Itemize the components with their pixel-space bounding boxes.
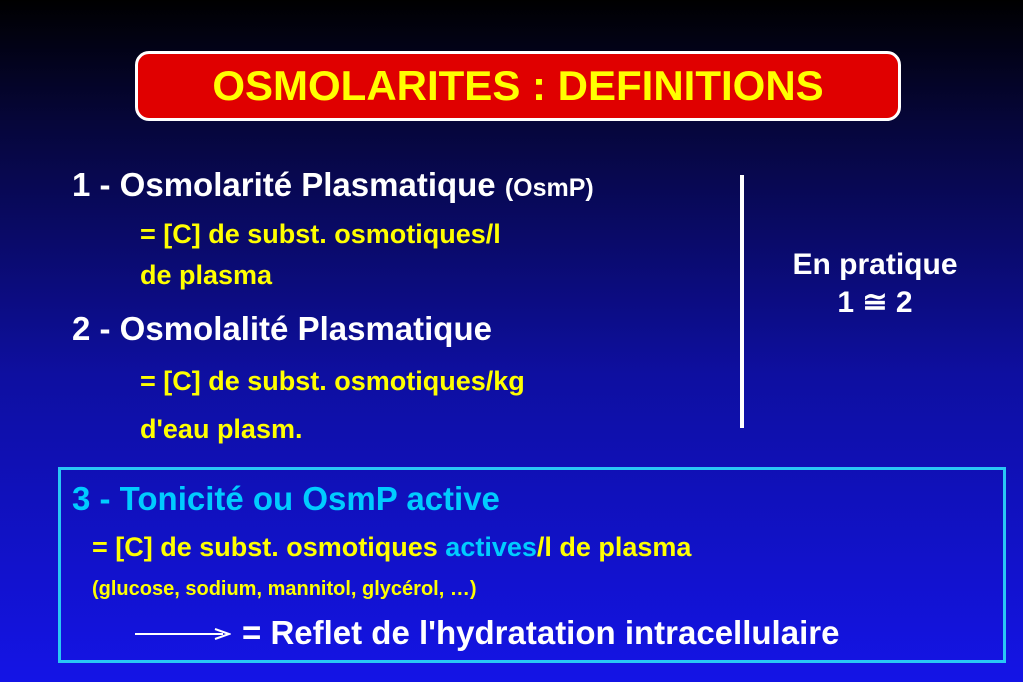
section3-definition-highlight: actives [445,532,537,562]
section1-heading [72,166,594,204]
section3-conclusion: = Reflet de l'hydratation intracellulaire [242,614,840,651]
section1-heading-text: 1 - Osmolarité Plasmatique [72,166,496,203]
section2-definition-line2: d'eau plasm. [140,414,303,444]
section2-heading: 2 - Osmolalité Plasmatique [72,310,492,347]
vertical-divider [740,175,744,428]
section3-definition-prefix: = [C] de subst. osmotiques [92,532,446,562]
section1-definition-line1: = [C] de subst. osmotiques/l [140,219,501,249]
side-note [750,246,1000,322]
section3-examples: (glucose, sodium, mannitol, glycérol, …) [92,578,477,600]
page-title: OSMOLARITES : DEFINITIONS [212,62,824,109]
side-note-line1: En pratique [792,248,958,281]
section3-definition [92,532,691,563]
section1-definition-line2: de plasma [140,260,273,290]
section1-heading-suffix: (OsmP) [504,174,594,202]
section2-definition-line1: = [C] de subst. osmotiques/kg [140,366,525,396]
section3-definition-suffix: /l de plasma [536,532,692,562]
title-banner [135,51,901,121]
section3-heading: 3 - Tonicité ou OsmP active [72,480,500,517]
right-arrow-icon [135,627,231,641]
side-note-line2: 1 ≅ 2 [837,286,913,319]
